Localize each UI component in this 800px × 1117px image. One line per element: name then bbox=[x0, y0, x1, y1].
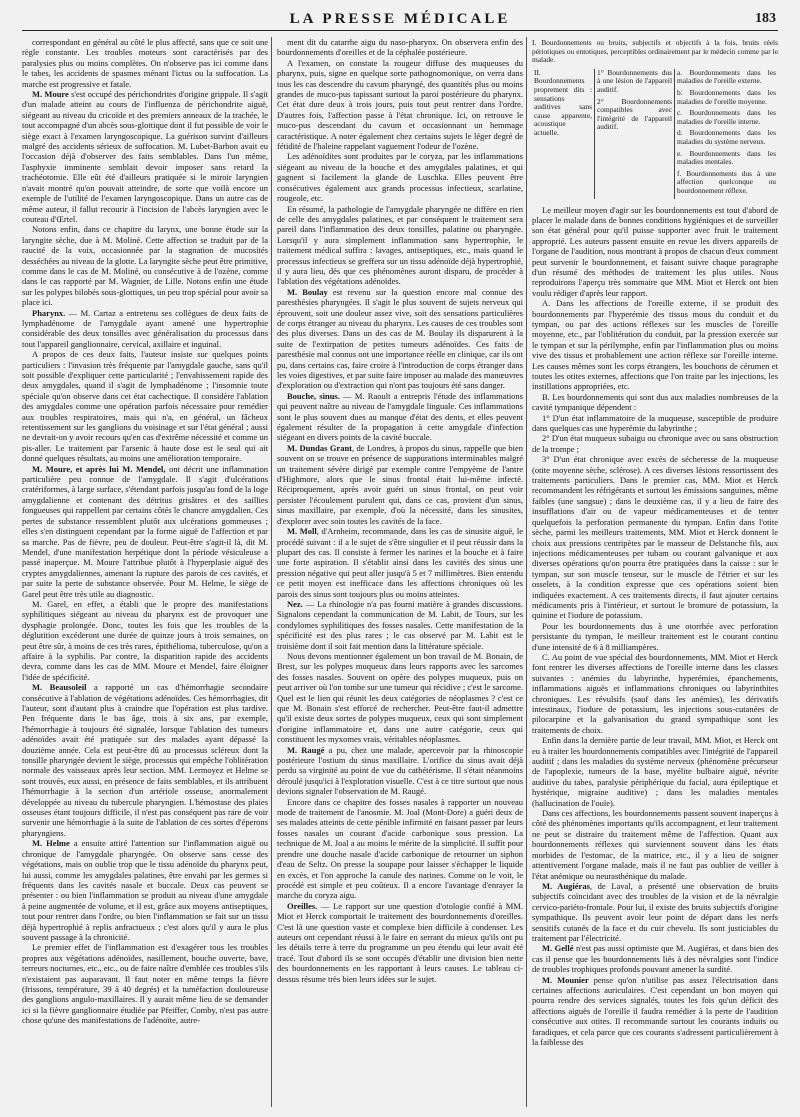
paragraph-text: En résumé, la pathologie de l'amygdale pharyngée ne diffère en rien de celle des amygdales palatines, et par conséquent le traitement sera pareil dans l'inflammation des deux tonsilles, palatine ou pharyngée. Lorsqu'il y aura simplement inflammation sans hypertrophie, le traitement médical suffira : lavages, antiseptiques, etc., mais quand le processus infectieux se greffera sur un tissu adénoïde déjà hypertrophié, il y aura lieu, dès que ces phénomènes auront disparu, de procéder à l'ablation des végétations adénoïdes. bbox=[277, 203, 523, 287]
article-paragraph bbox=[277, 599, 523, 651]
paragraph-text: Le premier effet de l'inflammation est d'exagérer tous les troubles propres aux végétations adénoïdes, nasillement, bouche ouverte, bave, terreurs nocturnes, etc., etc., ou de faire naître d'emblée ces troubles s'ils n'existaient pas auparavant. Il faut noter en même temps la fièvre (frissons, température, 39 à 40 degrés) et la tuméfaction douloureuse des ganglions angulo-maxillaires. Il y aurait même lieu de se demander ici si la fièvre ganglionnaire étudiée par Pfeiffer, Comby, n'est pas autre chose qu'une des manifestations de l'adénoïte, autre- bbox=[22, 942, 268, 1026]
author-name: M. Boulay bbox=[287, 286, 328, 297]
paragraph-text: a ensuite attiré l'attention sur l'inflammation aiguë ou chronique de l'amygdale pharyngée. On observe sans cesse des végétations, mais on oublie trop que le tissu adénoïde du pharynx peut, lui aussi, comme les amygdales palatines, être envahi par les germes si fréquents dans les cavités nasale et buccale. Deux cas peuvent se présenter : ou bien l'inflammation se produit au niveau d'une amygdale à peine augmentée de volume, et il est, grâce aux moyens antiseptiques, tout pour rentrer dans l'ordre, ou bien l'inflammation se fait sur un tissu déjà hypertrophié à replis anfractueux ; c'est alors qu'il y aura le plus souvent passage à la chronicité. bbox=[22, 838, 268, 942]
paragraph-text: , de Londres, à propos du sinus, rappelle que bien souvent on se trouve en présence de suppurations interminables malgré un traitement sévère dirigé par exemple contre l'empyème de l'antre d'Highmore, alors que le sinus frontal était lui-même infecté. Réciproquement, après avoir guéri un sinus frontal, on peut voir persister l'écoulement purulent qui, dans ce cas, provient d'un sinus, sinus maxillaire, par exemple, d'où la nécessité, dans les sinusites, d'explorer avec soin toutes les cavités de la face. bbox=[277, 442, 523, 526]
text-column-3 bbox=[532, 37, 778, 1107]
paragraph-text: Notons enfin, dans ce chapitre du larynx, une bonne étude sur la laryngite sèche, due à M. Moliné. Cette affection se traduit par de la raucité de la voix, occasionnée par la stagnation de mucosités desséchées au niveau de la glotte. La laryngite sèche peut être primitive, comme dans le cas de M. Moliné, ou consécutive à de l'ozène, comme dans le cas rapporté par M. Wagnier, de Lille. Notons enfin une étude sur les polypes bilobés sous-glottiques, un peu trop spécial pour avoir sa place ici. bbox=[22, 224, 268, 308]
paragraph-text: a pu, chez une malade, apercevoir par la rhinoscopie postérieure l'ostium du sinus maxillaire. L'orifice du sinus avait déjà perdu sa virginité au point de vue du cathétérisme. Il s'était néanmoins déroulé jusqu'ici à l'exploration visuelle. C'est à ce titre surtout que nous devions signaler l'observation de M. Raugé. bbox=[277, 744, 523, 797]
article-paragraph bbox=[532, 392, 778, 413]
article-paragraph bbox=[532, 454, 778, 621]
paragraph-text: A. Dans les affections de l'oreille externe, il se produit des bourdonnements par l'hyperémie des tissus mous du conduit et du tympan, ou par des actions réflexes sur les muscles de l'oreille moyenne, etc., par l'oblitération du conduit, par la pression exercée sur le tympan et sur la périlymphe, enfin par l'inflammation plus ou moins vive des tissus et probablement une action réflexe sur l'oreille interne. Les causes mêmes sont les corps étrangers, les bouchons de cérumen et toutes les otites externes, affections que l'on traite par les injections, les instillations appropriées, etc. bbox=[532, 298, 778, 392]
article-paragraph bbox=[277, 37, 523, 58]
article-paragraph bbox=[22, 599, 268, 682]
section-heading: Bouche, sinus. bbox=[287, 390, 340, 401]
author-name: M. Moure, et après lui M. Mendel, bbox=[32, 463, 166, 474]
article-paragraph bbox=[532, 735, 778, 808]
author-name: M. Mounier bbox=[542, 974, 589, 985]
column-3-body bbox=[532, 205, 778, 1048]
article-paragraph bbox=[277, 797, 523, 901]
paragraph-text: correspondant en général au côté le plus affecté, sans que ce soit une règle constante. Les troubles moteurs sont caractérisés par des paralysies plus ou moins complètes. On n'observe pas ici comme dans le tabes, les accidents de spasmes ménant l'ictus ou la suffocation. La marche est progressive et fatale. bbox=[22, 37, 268, 89]
table-intro: I. Bourdonnements ou bruits, subjectifs et objectifs à la fois, bruits réels périotiques ou entotiques, perceptibles ordinairement par le médecin comme par le malade. bbox=[532, 38, 778, 65]
column-rule bbox=[526, 37, 527, 1107]
paragraph-text: ont décrit une inflammation particulière peu connue de l'amygdale. Il s'agit d'ulcérations cratériformes, à large surface, s'étendant parfois jusqu'au fond de la loge amygdalienne et contenant des détritus grisâtres et des saillies fongueuses qui rappellent par certains côtés le chancre amygdalien. Ces pertes de substance ressemblent plutôt aux ulcérations gommeuses ; elles s'en distinguent cependant par la forme aiguë de l'affection et par sa marche. Pas de fièvre, peu de douleur. Peut-être s'agit-il là, dit M. Mendel, d'une manifestation herpétique dont la période vésiculeuse a passé inaperçue. M. Moure l'attribue plutôt à l'hyperplasie aiguë des cryptes amygdaliennes, amenant la rupture des parois de ces cavités, et par suite la perte de substance observée. Pour M. Helme, le siège de Garel peut être très utile au diagnostic. bbox=[22, 463, 268, 599]
paragraph-text: 3° D'un état chronique avec excès de sécheresse de la muqueuse (otite moyenne sèche, sclérose). A ces diverses lésions ressortissent des traitements particuliers. Dans le premier cas, MM. Miot et Herck recommandent les réfrigérants et surtout les émissions sanguines, même faibles (une sangsue) ; dans le deuxième cas, il y a lieu de faire des insufflations d'air ou de vapeur médicamenteuses et de tenter quelquefois la perforation permanente du tympan. Enfin dans l'otite sèche, parmi les meilleurs traitements, MM. Miot et Herck donnent le choix aux pressions centripètes par le masseur de Delstanche fils, aux injections médicamenteuses per tubam ou courant galvanique et aux diverses opérations qu'on pourra être pratiquées dans la caisse : sur le tympan, sur son muscle tenseur, sur le muscle de l'étrier et sur les osselets, à la condition expresse que ces opérations soient bien indiquées exactement. A ces traitements directs, il faut ajouter certains médicaments pris à l'intérieur, et surtout le bromure de potassium, la quinine et l'iodure de potassium. bbox=[532, 454, 778, 621]
article-paragraph bbox=[532, 413, 778, 434]
article-paragraph bbox=[532, 975, 778, 1048]
article-paragraph bbox=[22, 942, 268, 1025]
article-paragraph bbox=[22, 37, 268, 89]
journal-title: LA PRESSE MÉDICALE bbox=[289, 10, 511, 27]
author-name: M. Beausoleil bbox=[32, 682, 87, 693]
article-paragraph bbox=[22, 308, 268, 350]
paragraph-text: M. Garel, en effet, a établi que le propre des manifestations syphilitiques siégeant au niveau du pharynx est de provoquer une dysphagie prolongée. Donc, toutes les fois que les troubles de la déglutition excéderont une durée de quinze jours à trois semaines, on peut être sûr, à moins de ces très rares, épithélioma, tuberculose, qu'on a affaire à la syphilis. Par contre, la disparition rapide des accidents devra, comme dans les cas de MM. Moure et Mendel, faire éloigner l'idée de spécificité. bbox=[22, 598, 268, 682]
paragraph-text: 2° D'un état muqueux subaigu ou chronique avec ou sans obstruction de la trompe ; bbox=[532, 433, 778, 454]
text-column-2 bbox=[277, 37, 523, 1107]
paragraph-text: — M. Raoult a entrepris l'étude des inflammations qui peuvent naître au niveau de l'amygdale linguale. Ces inflammations sont le plus souvent dues au manque d'état des dents, et elles peuvent également résulter de la propagation à cette amygdale d'infection siégeant en divers points de la cavité buccale. bbox=[277, 390, 523, 443]
paragraph-text: pense qu'on n'utilise pas assez l'électrisation dans certaines affections auriculaires. C'est cependant un bon moyen qui pourra rendre des services signalés, toutes les fois qu'un déficit des affections aiguës de l'oreille il faudra remédier à la perte de l'audition consécutive aux otites. Il recommande surtout les courants induits ou faradiques, et cela parce que ces courants s'adressent particulièrement à la faiblesse des bbox=[532, 974, 778, 1047]
paragraph-text: Enfin dans la dernière partie de leur travail, MM. Miot, et Herck ont eu à traiter les bourdonnements compatibles avec l'intégrité de l'appareil auditif ; dans les maladies du système nerveux (phénomène précurseur de l'apoplexie, tumeurs de la base, myélite bulbaire aiguë, névrite auditive du tabes, paralysie périphérique du facial, aura épileptique et hystérique, migraine auditive) ; dans les maladies mentales (hallucination de l'ouïe). bbox=[532, 735, 778, 808]
table-right-item: f. Bourdonnements dus à une affection quelconque ou bourdonnement réflexe. bbox=[677, 168, 776, 195]
classification-table bbox=[532, 39, 778, 199]
section-heading: Pharynx. bbox=[32, 307, 66, 318]
table-mid-cell bbox=[594, 69, 674, 199]
article-paragraph bbox=[277, 526, 523, 599]
article-paragraph bbox=[22, 349, 268, 463]
author-name: M. Moll bbox=[287, 526, 317, 537]
article-paragraph bbox=[277, 287, 523, 391]
section-heading: Nez. bbox=[287, 598, 303, 609]
article-paragraph bbox=[22, 464, 268, 599]
paragraph-text: — La rhinologie n'a pas fourni matière à grandes discussions. Signalons cependant la communication de M. Labit, de Tours, sur les condylomes syphilitiques des fosses nasales. Cette manifestation de la spécificité est des plus rares ; le cas observé par M. Labit est le troisième dont il soit fait mention dans la littérature spéciale. bbox=[277, 598, 523, 651]
paragraph-text: , d'Arnheim, recommande, dans les cas de sinusite aiguë, le procédé suivant : il a le sujet de s'être singulier et il peut réussir dans la plupart des cas. Il consiste à fermer les narines et la bouche et à faire une forte aspiration. Il s'établit ainsi dans les cavités des sinus une pression négative qui peut aller jusqu'à 5 et 7 millimètres. Bien entendu ce petit moyen est inefficace dans les affections chroniques où les parois des sinus sont toujours plus ou moins atteintes. bbox=[277, 526, 523, 599]
table-right-cell bbox=[674, 69, 778, 199]
paragraph-text: Encore dans ce chapitre des fosses nasales à rapporter un nouveau mode de traitement de l'anosmie. M. Joal (Mont-Dore) a guéri deux de ses malades atteints de cette pénible infirmité en faisant passer par leurs fosses nasales un courant d'acide carbonique sous pression. La technique de M. Joal a au moins le mérite de la simplicité. Il suffit pour prendre une douche nasale d'acide carbonique de retourner un siphon d'eau de Seltz. On presse la soupape pour laisser s'échapper le liquide en excès, et l'on approche la canule des narines. Comme on le voit, le procédé est simple et peu coûteux. Il a encore l'avantage d'enrayer la marche du coryza aigu. bbox=[277, 796, 523, 901]
paragraph-text: 1° D'un état inflammatoire de la muqueuse, susceptible de produire dans quelques cas une hyperémie du labyrinthe ; bbox=[532, 412, 778, 434]
author-name: M. Gellé bbox=[542, 943, 574, 954]
page-header bbox=[22, 8, 778, 31]
paragraph-text: ment dit du catarrhe aigu du naso-pharynx. On observera enfin des bourdonnements d'oreilles et de la céphalée postérieure. bbox=[277, 37, 523, 58]
article-paragraph bbox=[277, 151, 523, 203]
article-paragraph bbox=[532, 205, 778, 299]
article-paragraph bbox=[532, 652, 778, 735]
article-paragraph bbox=[277, 443, 523, 526]
article-paragraph bbox=[277, 901, 523, 984]
article-paragraph bbox=[532, 808, 778, 881]
section-heading: Oreilles. bbox=[287, 900, 318, 911]
author-name: M. Raugé bbox=[287, 744, 325, 755]
article-paragraph bbox=[532, 298, 778, 392]
paragraph-text: Pour les bourdonnements dus à une otorrhée avec perforation persistante du tympan, le meilleur traitement est le courant continu d'une intensité de 6 à 8 milliampères. bbox=[532, 620, 778, 652]
table-right-item: d. Bourdonnements dans les maladies du système nerveux. bbox=[677, 128, 776, 146]
article-paragraph bbox=[22, 682, 268, 838]
paragraph-text: a rapporté un cas d'hémorrhagie secondaire consécutive à l'ablation de végétations adénoïdes. Ces hémorrhagies, dit l'auteur, sont d'autant plus à craindre que l'opération est plus tardive. Pen fréquente dans le bas âge, trois à six ans, par exemple, l'hémorrhagie à toujours été signalée, lorsque l'ablation des tumeurs adénoïdes avait été pratiquée sur des malades ayant dépassé la douzième année. Cela est peut-être dû au processus scléreux dont la tonsille pharyngée devient le siège, processus qui empêche l'oblitération normale des vaisseaux après leur section. MM. Lermoyez et Helme se sont trouvés, eux aussi, en présence de faits semblables, et ils attribuent l'hémorrhagie à la section d'un artériole osseuse, anormalement développée au niveau du tubercule pharyngien. L'hémostase des plaies osseuses étant toujours difficile, il n'est pas conséquent pas rare de voir survenir une hémorrhagie à la suite de l'ablation de ces sortes d'éperons pharyngiens. bbox=[22, 682, 268, 838]
paragraph-text: n'est pas aussi optimiste que M. Augiéras, et dans bien des cas il pense que les bourdonnements liés à des névralgies sont l'indice de troubles trophiques profonds pouvant amener la surdité. bbox=[532, 943, 778, 975]
article-paragraph bbox=[532, 621, 778, 652]
paragraph-text: Le meilleur moyen d'agir sur les bourdonnements est tout d'abord de placer le malade dans de bonnes conditions hygiéniques et de surveiller son état général pour qu'il puisse supporter avec fruit le traitement approprié. Les auteurs passent ensuite en revue les divers appareils de l'organe de l'audition, nous montrant à propos de chacun d'eux comment peut survenir le bourdonnement, et faisant suivre chaque paragraphe d'un résumé des méthodes de traitement les plus utiles. Nous reproduirons l'aperçu très sommaire que MM. Miot et Herck ont bien voulu rédiger d'après leur rapport. bbox=[532, 204, 778, 298]
paragraph-text: — M. Cartaz a entretenu ses collègues de deux faits de lymphadénome de l'amygdale ayant amené une hypertrophie considérable des deux tonsilles avec généralisation du processus dans tout l'appareil ganglionnaire, cervical, axillaire et inguinal. bbox=[22, 307, 268, 349]
paragraph-text: C. Au point de vue spécial des bourdonnements, MM. Miot et Herck font rentrer les diverses affections de l'oreille interne dans les classes suivantes : anémies du labyrinthe, hyperémies, épanchements, inflammations aiguës et inflammations chroniques ou labyrinthites chroniques. Les révulsifs (sauf dans les anémies), les dérivatifs intestinaux, l'iodure de potassium, les injections sous-cutanées de pilocarpine et la galvanisation du grand sympathique sont les traitements de choix. bbox=[532, 651, 778, 735]
article-paragraph bbox=[277, 651, 523, 745]
author-name: M. Moure bbox=[32, 89, 69, 100]
article-paragraph bbox=[277, 58, 523, 152]
page-number: 183 bbox=[755, 11, 776, 26]
article-paragraph bbox=[22, 89, 268, 224]
table-right-item: a. Bourdonnements dans les maladies de l'oreille externe. bbox=[677, 67, 776, 86]
table-right-item: e. Bourdonnements dans les maladies mentales. bbox=[677, 148, 776, 167]
paragraph-text: — Le rapport sur une question d'otologie confié à MM. Miot et Herck comportait le traitement des bourdonnements d'oreilles. C'est là une question vaste et complexe bien difficile à condenser. Les auteurs ont cependant réussi à le faire en serrant du mieux qu'ils ont pu les détails terre à terre du programme un peu étendu qui leur avait été tracé. Tout d'abord ils se sont occupés d'établir une division bien nette des bourdonnements en les rapportant à leurs causes. Le tableau ci-dessus résume très bien leurs idées sur le sujet. bbox=[277, 900, 523, 984]
article-paragraph bbox=[22, 838, 268, 942]
table-right-item: c. Bourdonnements dans les maladies de l'oreille interne. bbox=[677, 108, 776, 126]
article-paragraph bbox=[532, 943, 778, 974]
author-name: M. Augiéras bbox=[542, 880, 590, 891]
paragraph-text: B. Les bourdonnements qui sont dus aux maladies nombreuses de la cavité tympanique dépendent : bbox=[532, 391, 778, 413]
article-paragraph bbox=[532, 881, 778, 943]
author-name: M. Dundas Grant bbox=[287, 442, 353, 453]
article-paragraph bbox=[22, 224, 268, 307]
paragraph-text: Les adénoïdites sont produites par le coryza, par les inflammations siégeant au niveau de la bouche et des amygdales palatines, et qui gagnent si facilement la glande de Luschka. Elles peuvent être consécutives également aux grands processus infectieux, scarlatine, rougeole, etc. bbox=[277, 151, 523, 204]
paragraph-text: A l'examen, on constate la rougeur diffuse des muqueuses du pharynx, puis, signe en quelque sorte pathognomonique, on verra dans tous les cas descendre du cavum pharyngé, des quantités plus ou moins grandes de muco-pus tapissant surtout la paroi postérieure du pharynx. Cet état dure deux à trois jours, puis tout peut rentrer dans l'ordre. D'autres fois, l'affection passe à l'état chronique. Ici, on retrouve le muco-pus descendant du cavum et occasionnant un hemmage caractéristique. A noter également chez certains sujets le léger degré de fétidité de l'haleine rappelant vaguement l'odeur de l'ozène. bbox=[277, 57, 523, 152]
text-column-1 bbox=[22, 37, 268, 1107]
paragraph-text: s'est occupé des périchondrites d'origine grippale. Il s'agit d'un malade atteint au cours de l'influenza de périchondrite aiguë, siégeant au niveau du cricoïde et des premiers anneaux de la trachée, le tout accompagné d'un abcès sous-glottique dont il fut possible de voir le siège exact à l'examen laryngoscopique. La guérison survint d'ailleurs malgré des accidents sérieux de suffocation. M. Lubet-Barbon avait eu l'occasion déjà d'observer des faits semblables. Dans l'un même, l'asphyxie imminente semblait devoir imposer sans retard la trachéotomie. Elle eût été d'ailleurs pratiquée si le miroir laryngien n'avait montré qu'on pouvait atteindre, de sorte que voilà encore un exemple de l'utilité de l'examen laryngoscopique. Dans un autre cas de même auteur, il fallut recourir à l'incision de l'abcès laryngien avec le couteau d'Œrtel. bbox=[22, 89, 268, 224]
paragraph-text: Nous devons mentionner également un bon travail de M. Bonain, de Brest, sur les polypes muqueux dans leurs rapports avec les sarcomes des fosses nasales. Souvent on opère des polypes muqueux, puis on peut arriver où l'on tombe sur une tumeur qui récidive ; c'est le sarcome. Quel est le lien qui réunit les deux catégories de néoplasmes ? c'est ce que M. Bonain s'est efforcé de rechercher. Peut-être faut-il admettre qu'il existe deux sortes de polypes muqueux, ceux qui sont simplement d'origine inflammatoire et, dans une autre catégorie, ceux qui constituent les myxomes vrais, véritables néoplasmes. bbox=[277, 650, 523, 745]
article-paragraph bbox=[277, 745, 523, 797]
paragraph-text: , de Laval, a présenté une observation de bruits subjectifs coïncidant avec des troubles de la vision et de la névralgie cervico-pariéto-frontale. Pour lui, il existe des bruits subjectifs d'origine sympathique. Ils peuvent avoir leur point de départ dans les nerfs sensitifs cutanés de la face et du cuir chevelu. Ils sont justiciables du traitement par l'électricité. bbox=[532, 880, 778, 943]
table-mid-item: 2° Bourdonnements compatibles avec l'intégrité de l'appareil auditif. bbox=[597, 96, 672, 132]
table-mid-item: 1° Bourdonnements dus à une lésion de l'appareil auditif. bbox=[597, 67, 672, 94]
article-paragraph bbox=[532, 433, 778, 454]
column-rule bbox=[271, 37, 272, 1107]
paragraph-text: est revenu sur la question encore mal connue des paresthésies pharyngées. Il s'agit le plus souvent de sujets nerveux qui éprouvent, soit une douleur assez vive, soit des sensations particulières de corps étranger au niveau du pharynx. Les causes de ces troubles sont des plus diverses. Dans un des cas de M. Boulay ils disparurent à la suite de l'extirpation de petites tumeurs adénoïdes. Ces faits de paresthésie mal connus ont une importance réelle en clinique, car ils ont pu, dans certains cas, faire croire à l'introduction de corps étranger dans les voies digestives, et par suite faire imposer au malade des manœuvres d'exploration ou d'extraction qui n'ont pas toujours été sans danger. bbox=[277, 286, 523, 391]
table-right-item: b. Bourdonnements dans les maladies de l'oreille moyenne. bbox=[677, 87, 776, 106]
paragraph-text: Dans ces affections, les bourdonnements passent souvent inaperçus à côté des phénomènes importants qu'ils accompagnent, et leur traitement ne peut se distraire du traitement même de l'affection. Quant aux bourdonnements réflexes qui surviennent souvent dans les états morbides de l'estomac, de la matrice, etc., il y a lieu de soigner attentivement l'organe malade, mais il ne faut pas oublier de veiller à l'état anémique ou neurasthénique du malade. bbox=[532, 808, 778, 881]
paragraph-text: A propos de ces deux faits, l'auteur insiste sur quelques points particuliers : l'invasion très fréquente par l'amygdale gauche, sans qu'il soit possible d'expliquer cette particularité ; l'envahissement rapide des deux amygdales, quand il s'agit de lymphadénome ; l'insomnie toute spéciale qu'on observe dans cet état cachectique. Il considère l'ablation des amygdales comme une opération parfois nécessaire pour remédier aux troubles respiratoires, mais qui n'a, en général, un fâcheux retentissement sur les ganglions du voisinage et sur l'état général ; aussi ne devrait-on y avoir recours qu'en cas d'extrême nécessité et comme un pis-aller. Le traitement par l'arsenic à haute dose est le seul qui ait donné quelques résultats, au moins une amélioration temporaire. bbox=[22, 349, 268, 464]
author-name: M. Helme bbox=[32, 838, 70, 849]
article-paragraph bbox=[277, 391, 523, 443]
table-left-cell: II. Bourdonnements proprement dits : sensations auditives sans cause apparente, acoustique actuelle. bbox=[534, 67, 592, 137]
article-paragraph bbox=[277, 204, 523, 287]
